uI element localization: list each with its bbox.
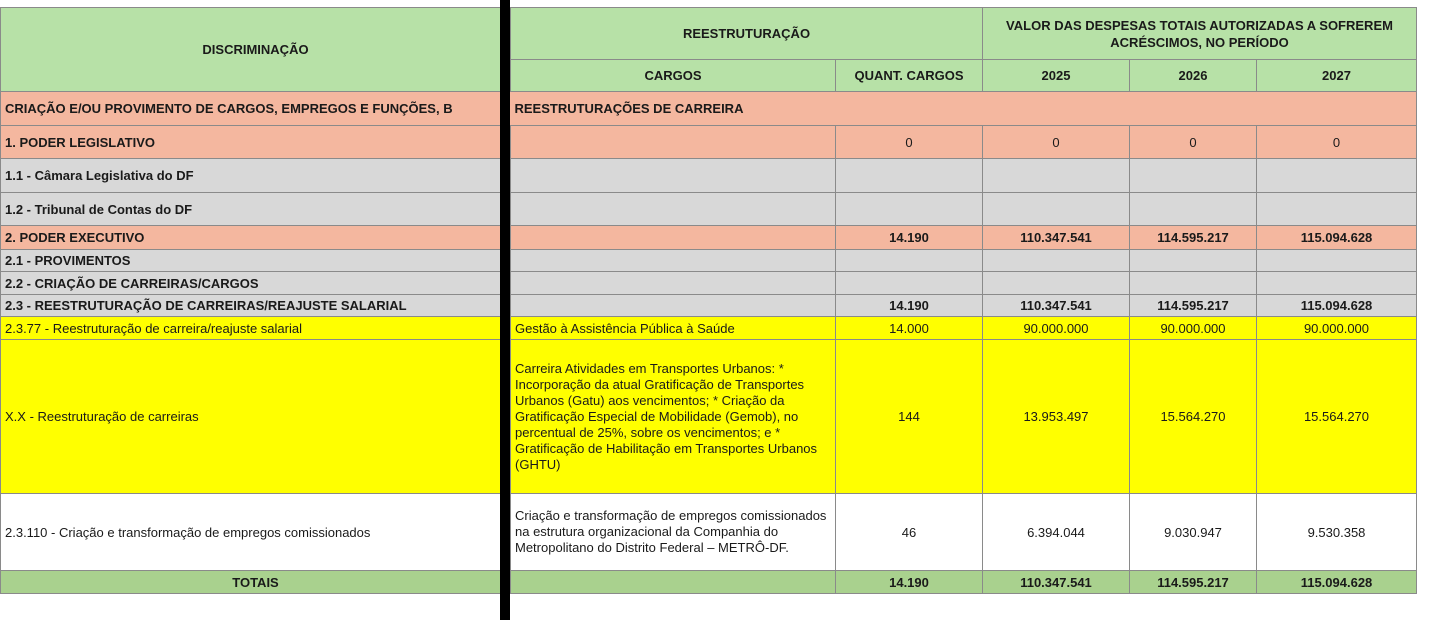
row-cargos [511,250,836,272]
row-cargos: Gestão à Assistência Pública à Saúde [511,317,836,340]
row-quant [836,272,983,295]
row-quant [836,193,983,226]
row-cargos [511,272,836,295]
totals-cargos [511,571,836,594]
row-label: 1.1 - Câmara Legislativa do DF [1,159,511,193]
header-cargos: CARGOS [511,60,836,92]
table-row [1,250,1417,272]
table-row [1,159,1417,193]
row-label: 2. PODER EXECUTIVO [1,226,511,250]
row-quant [836,250,983,272]
row-2026 [1130,272,1257,295]
row-2027: 115.094.628 [1257,295,1417,317]
row-label: 2.1 - PROVIMENTOS [1,250,511,272]
row-2027 [1257,250,1417,272]
row-quant: 144 [836,340,983,494]
row-2027: 9.530.358 [1257,494,1417,571]
row-cargos: Carreira Atividades em Transportes Urbanos: * Incorporação da atual Gratificação de Transportes Urbanos (Gatu) aos vencimentos; * Criação da Gratificação Especial de Mobilidade (Gemob), no percentual de 25%, sobre os vencimentos; e * Gratificação de Habilitação em Transportes Urbanos (GHTU) [511,340,836,494]
row-2025 [983,159,1130,193]
section-title-left: CRIAÇÃO E/OU PROVIMENTO DE CARGOS, EMPREGOS E FUNÇÕES, B [1,92,511,126]
row-cargos [511,226,836,250]
row-2025: 6.394.044 [983,494,1130,571]
header-valor-despesas: VALOR DAS DESPESAS TOTAIS AUTORIZADAS A SOFREREM ACRÉSCIMOS, NO PERÍODO [983,8,1417,60]
row-2027: 90.000.000 [1257,317,1417,340]
row-2027: 15.564.270 [1257,340,1417,494]
row-2027: 0 [1257,126,1417,159]
row-cargos [511,159,836,193]
row-quant: 0 [836,126,983,159]
header-year-2025: 2025 [983,60,1130,92]
table-row [1,340,1417,494]
row-quant [836,159,983,193]
totals-2025: 110.347.541 [983,571,1130,594]
row-label: 2.3 - REESTRUTURAÇÃO DE CARREIRAS/REAJUSTE SALARIAL [1,295,511,317]
table-row [1,193,1417,226]
header-quant-cargos: QUANT. CARGOS [836,60,983,92]
row-2025 [983,193,1130,226]
table-row [1,226,1417,250]
row-label: 1. PODER LEGISLATIVO [1,126,511,159]
totals-2026: 114.595.217 [1130,571,1257,594]
totals-row [1,571,1417,594]
row-label: 2.3.77 - Reestruturação de carreira/reajuste salarial [1,317,511,340]
black-divider-bar [500,0,510,620]
row-2026: 15.564.270 [1130,340,1257,494]
table-row [1,272,1417,295]
header-discriminacao: DISCRIMINAÇÃO [1,8,511,92]
table-row [1,295,1417,317]
row-label: 1.2 - Tribunal de Contas do DF [1,193,511,226]
row-2025: 13.953.497 [983,340,1130,494]
row-cargos [511,126,836,159]
totals-2027: 115.094.628 [1257,571,1417,594]
row-quant: 46 [836,494,983,571]
row-label: 2.3.110 - Criação e transformação de empregos comissionados [1,494,511,571]
table-row [1,317,1417,340]
row-2026: 90.000.000 [1130,317,1257,340]
row-label: X.X - Reestruturação de carreiras [1,340,511,494]
header-year-2027: 2027 [1257,60,1417,92]
row-2026: 0 [1130,126,1257,159]
row-2026: 114.595.217 [1130,295,1257,317]
row-cargos [511,193,836,226]
row-2026: 114.595.217 [1130,226,1257,250]
row-2027 [1257,159,1417,193]
row-quant: 14.190 [836,226,983,250]
row-quant: 14.190 [836,295,983,317]
row-2025 [983,272,1130,295]
row-2026 [1130,250,1257,272]
row-cargos [511,295,836,317]
row-2026: 9.030.947 [1130,494,1257,571]
row-cargos: Criação e transformação de empregos comissionados na estrutura organizacional da Companhia do Metropolitano do Distrito Federal – METRÔ-DF. [511,494,836,571]
row-2027: 115.094.628 [1257,226,1417,250]
row-2027 [1257,272,1417,295]
table-row [1,126,1417,159]
row-2025: 90.000.000 [983,317,1130,340]
section-title-row [1,92,1417,126]
row-label: 2.2 - CRIAÇÃO DE CARREIRAS/CARGOS [1,272,511,295]
row-2025: 0 [983,126,1130,159]
row-2026 [1130,159,1257,193]
totals-quant: 14.190 [836,571,983,594]
expense-table [0,7,1417,594]
row-2025: 110.347.541 [983,295,1130,317]
row-2026 [1130,193,1257,226]
header-year-2026: 2026 [1130,60,1257,92]
row-2025 [983,250,1130,272]
totals-label: TOTAIS [1,571,511,594]
section-title-right: REESTRUTURAÇÕES DE CARREIRA [511,92,1417,126]
row-2027 [1257,193,1417,226]
row-2025: 110.347.541 [983,226,1130,250]
header-reestruturacao: REESTRUTURAÇÃO [511,8,983,60]
row-quant: 14.000 [836,317,983,340]
table-row [1,494,1417,571]
